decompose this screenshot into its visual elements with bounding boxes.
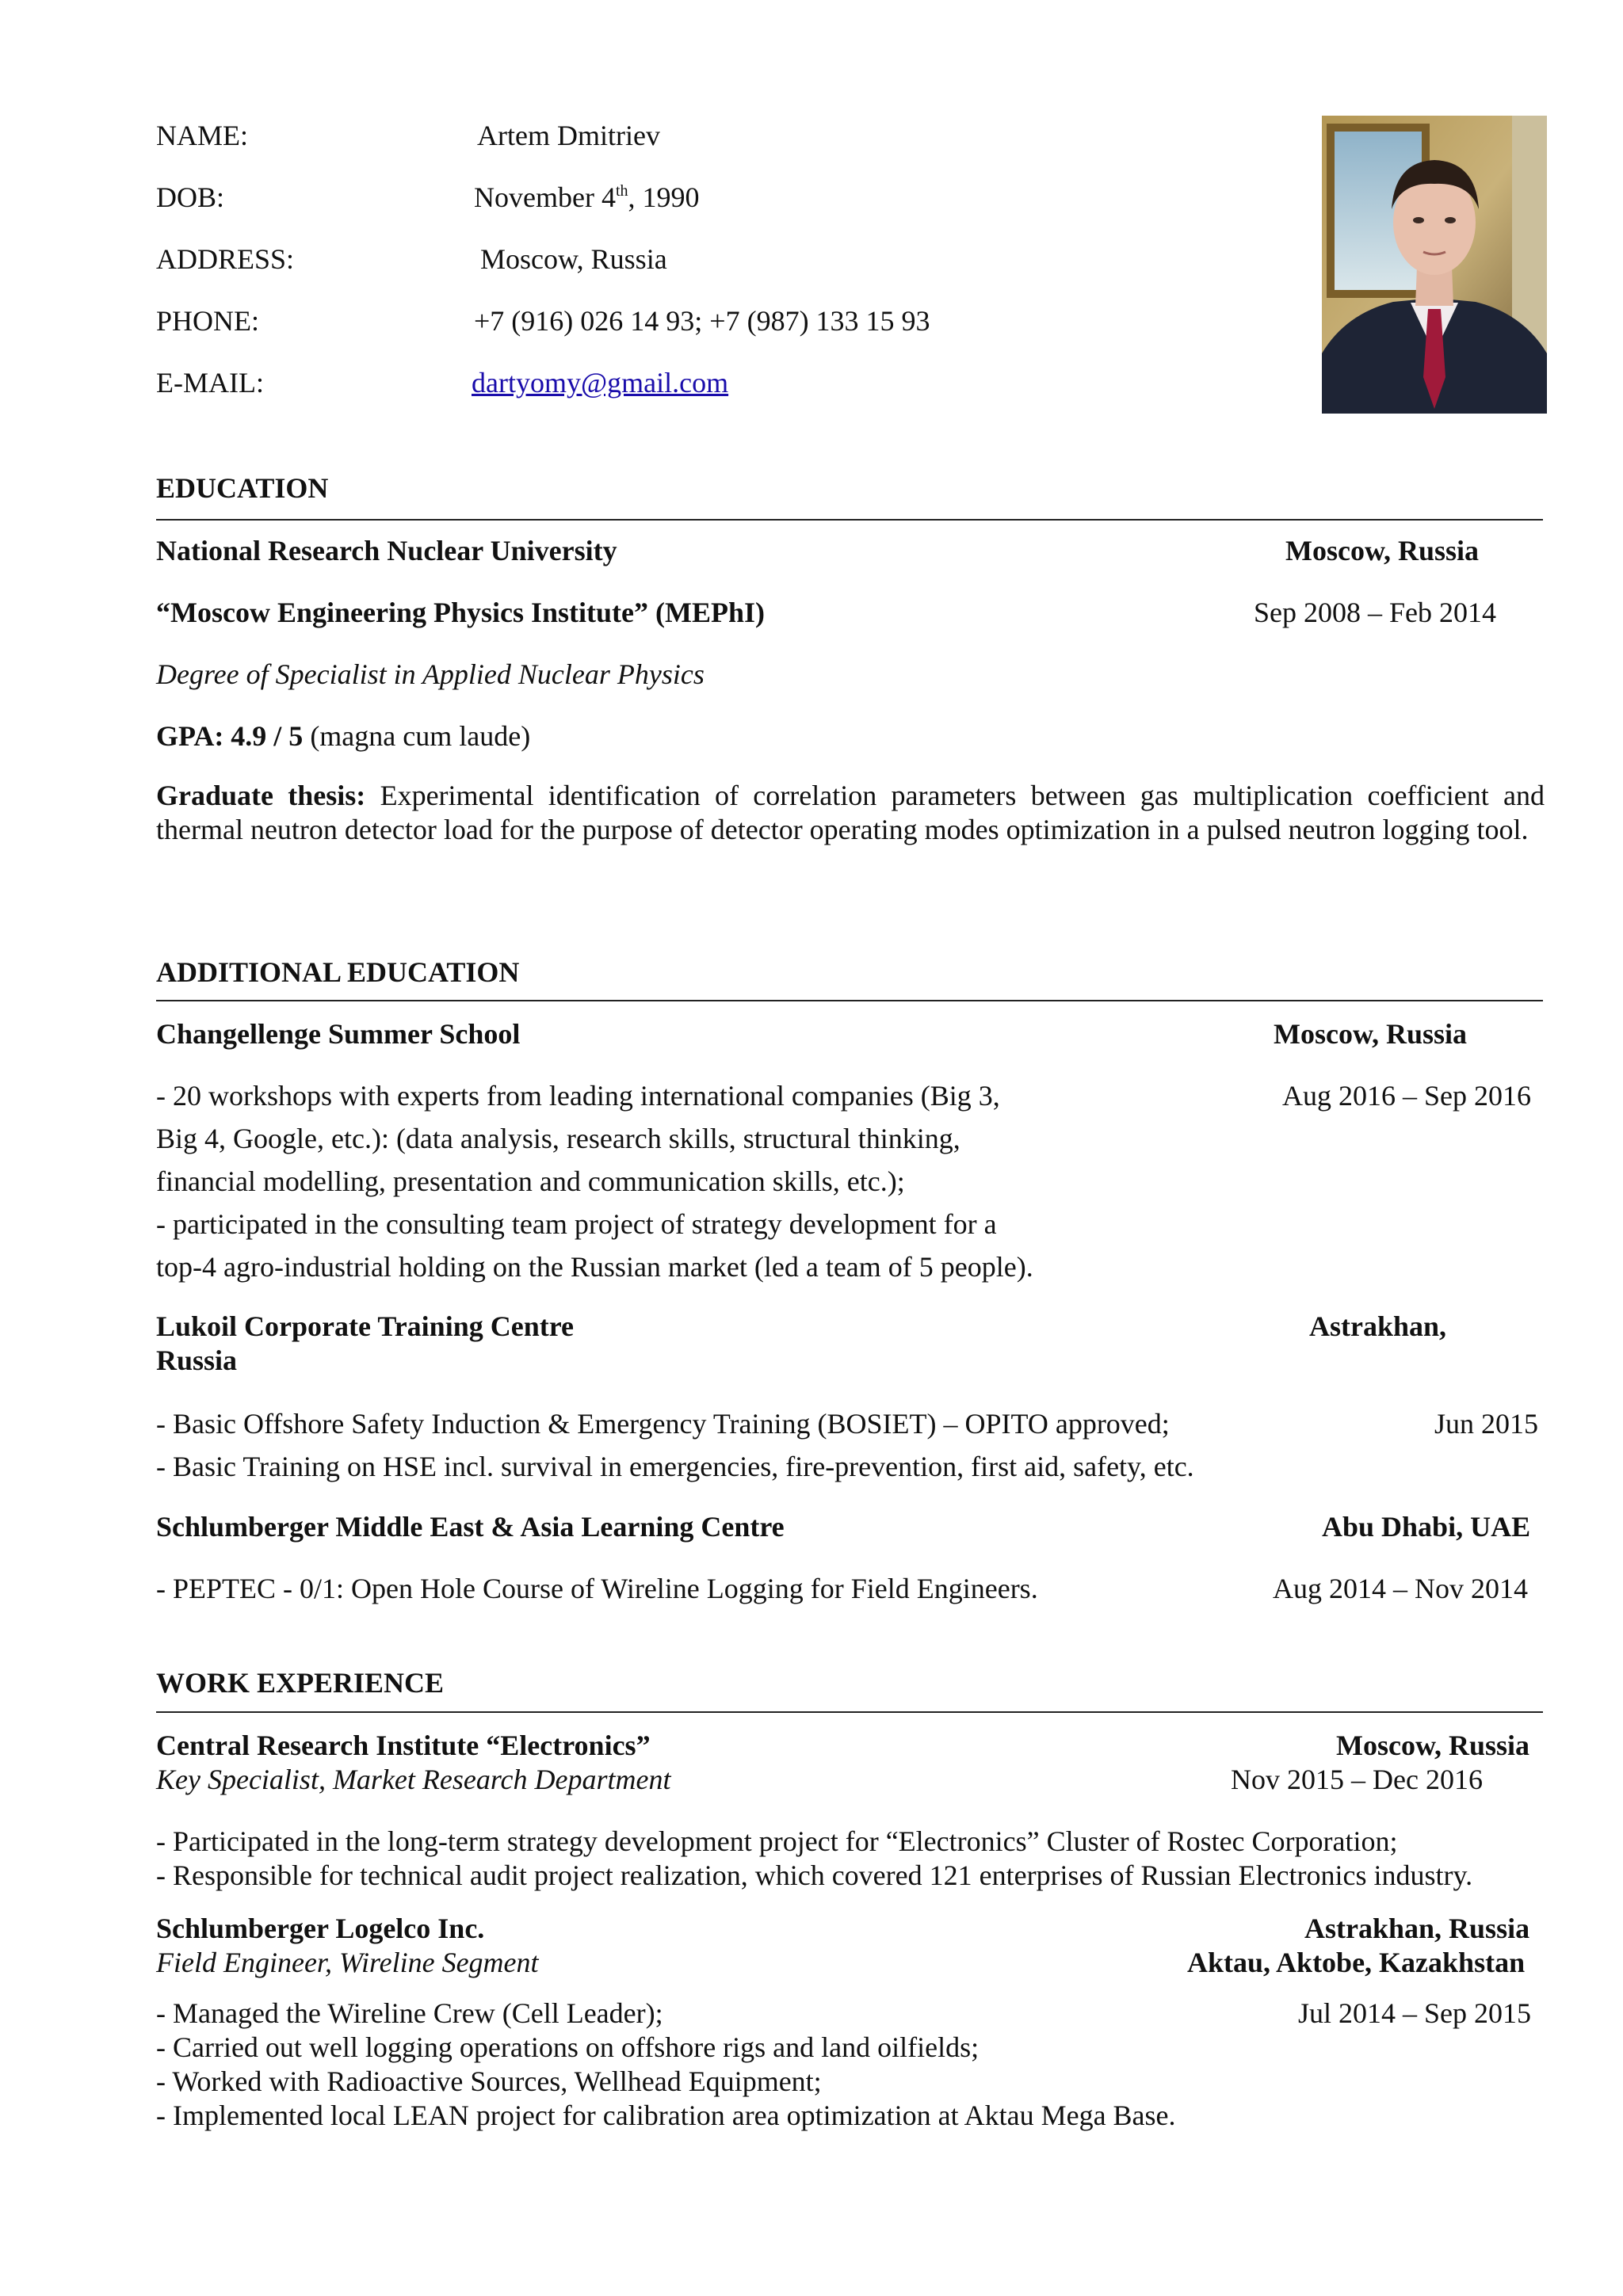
list-item: - Carried out well logging operations on offshore rigs and land oilfields; [156,2031,980,2063]
training-centre-dates: Jun 2015 [1434,1408,1539,1440]
training-centre-location: Astrakhan, [1309,1310,1447,1342]
work-experience-divider [156,1711,1543,1713]
list-item: - PEPTEC - 0/1: Open Hole Course of Wireline Logging for Field Engineers. [156,1573,1038,1604]
email-link[interactable]: dartyomy@gmail.com [472,367,729,399]
training-centre-location-cont: Russia [156,1344,238,1376]
list-item: - Basic Training on HSE incl. survival in emergencies, fire-prevention, first aid, safety, etc. [156,1451,1194,1482]
company-location: Astrakhan, Russia [1304,1913,1530,1944]
company-name: Schlumberger Logelco Inc. [156,1913,485,1944]
list-item: - Worked with Radioactive Sources, Wellhead Equipment; [156,2065,822,2097]
email-label: E-MAIL: [156,367,264,399]
learning-centre-name: Schlumberger Middle East & Asia Learning Centre [156,1511,785,1543]
company-name: Central Research Institute “Electronics” [156,1730,651,1761]
list-item: top-4 agro-industrial holding on the Russian market (led a team of 5 people). [156,1251,1033,1283]
job-role: Field Engineer, Wireline Segment [156,1947,539,1978]
list-item: - 20 workshops with experts from leading international companies (Big 3, [156,1080,1000,1112]
training-centre-name: Lukoil Corporate Training Centre [156,1310,575,1342]
school-name: Changellenge Summer School [156,1018,521,1050]
additional-education-heading: ADDITIONAL EDUCATION [156,956,520,988]
name-value: Artem Dmitriev [477,120,660,151]
dob-label: DOB: [156,181,225,213]
job-dates: Jul 2014 – Sep 2015 [1298,1997,1532,2029]
job-role: Key Specialist, Market Research Department [156,1764,671,1795]
university-name-line1: National Research Nuclear University [156,535,617,566]
job-dates: Nov 2015 – Dec 2016 [1231,1764,1483,1795]
education-heading: EDUCATION [156,472,329,504]
list-item: - Managed the Wireline Crew (Cell Leader); [156,1997,663,2029]
name-label: NAME: [156,120,248,151]
university-location: Moscow, Russia [1285,535,1480,566]
school-dates: Aug 2016 – Sep 2016 [1282,1080,1531,1112]
school-location: Moscow, Russia [1274,1018,1468,1050]
list-item: - Responsible for technical audit project realization, which covered 121 enterprises of Russian Electronics industry. [156,1859,1473,1891]
address-label: ADDRESS: [156,243,295,275]
university-dates: Sep 2008 – Feb 2014 [1254,597,1496,628]
list-item: - Basic Offshore Safety Induction & Emergency Training (BOSIET) – OPITO approved; [156,1408,1170,1440]
degree: Degree of Specialist in Applied Nuclear Physics [156,658,705,690]
graduate-thesis: Graduate thesis: Experimental identification of correlation parameters between gas multiplication coefficient and thermal neutron detector load for the purpose of detector operating modes optimization in a pulsed neutron logging tool. [156,780,1545,845]
list-item: - Implemented local LEAN project for calibration area optimization at Aktau Mega Base. [156,2100,1176,2131]
address-value: Moscow, Russia [480,243,667,275]
list-item: Big 4, Google, etc.): (data analysis, research skills, structural thinking, [156,1123,960,1154]
work-experience-heading: WORK EXPERIENCE [156,1667,445,1699]
phone-value: +7 (916) 026 14 93; +7 (987) 133 15 93 [474,305,930,337]
list-item: - Participated in the long-term strategy development project for “Electronics” Cluster of Rostec Corporation; [156,1825,1398,1857]
education-divider [156,519,1543,521]
list-item: financial modelling, presentation and communication skills, etc.); [156,1165,905,1197]
phone-label: PHONE: [156,305,260,337]
university-name-line2: “Moscow Engineering Physics Institute” (MEPhI) [156,597,765,628]
additional-education-divider [156,1000,1543,1001]
learning-centre-location: Abu Dhabi, UAE [1322,1511,1531,1543]
company-location-secondary: Aktau, Aktobe, Kazakhstan [1187,1947,1526,1978]
dob-value: November 4th, 1990 [474,181,700,213]
profile-photo [1322,116,1547,414]
learning-centre-dates: Aug 2014 – Nov 2014 [1273,1573,1528,1604]
company-location: Moscow, Russia [1336,1730,1530,1761]
gpa: GPA: 4.9 / 5 (magna cum laude) [156,720,531,752]
list-item: - participated in the consulting team project of strategy development for a [156,1208,997,1240]
